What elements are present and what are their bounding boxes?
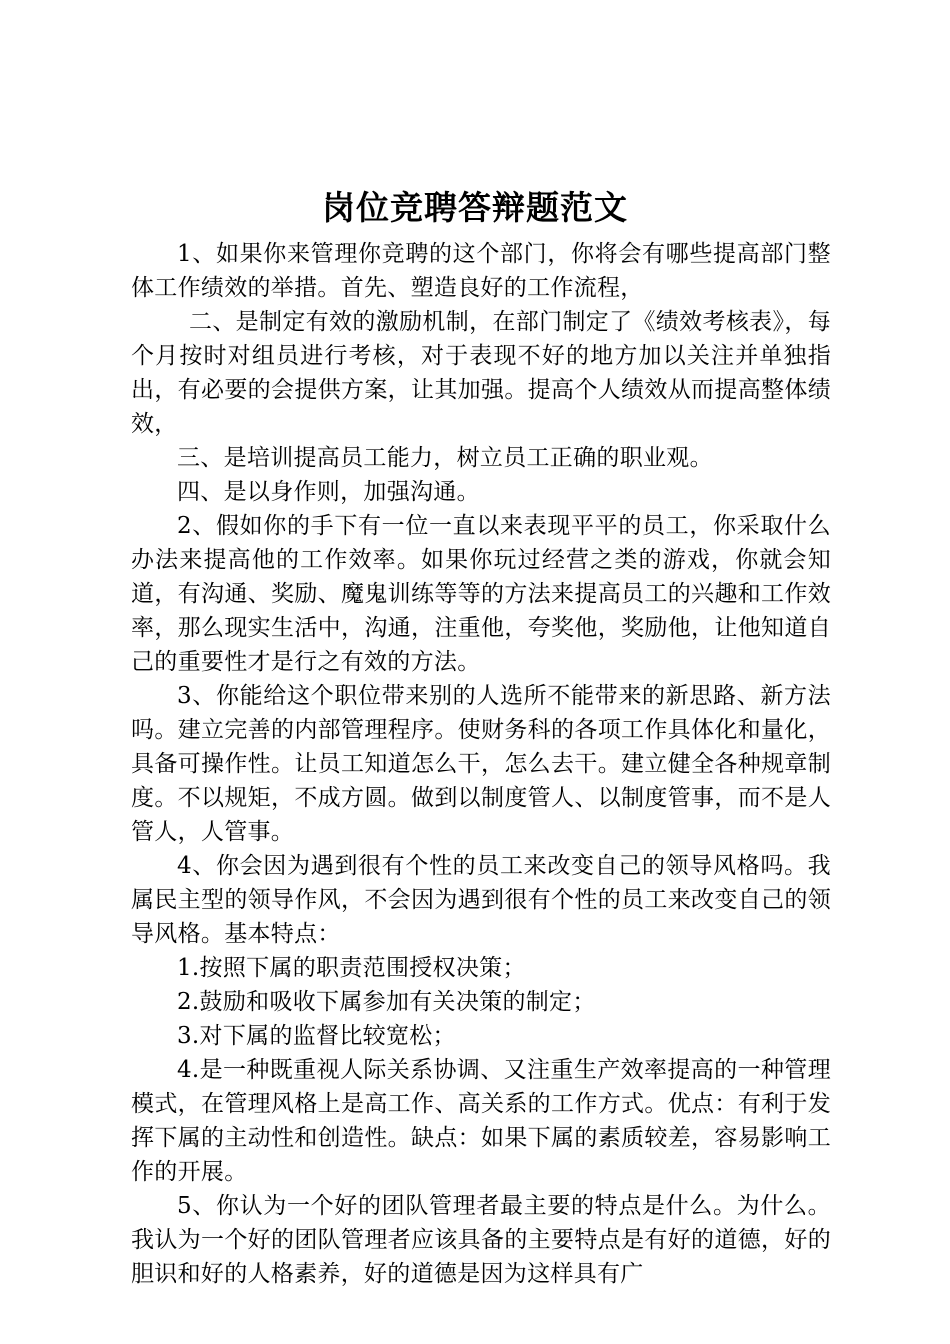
list-item-2: 2.鼓励和吸收下属参加有关决策的制定；: [177, 989, 596, 1015]
paragraph-2: 二、是制定有效的激励机制，在部门制定了《绩效考核表》，每个月按时对组员进行考核，对于表现不好的地方加以关注并单独指出，有必要的会提供方案，让其加强。提高个人绩效从而提高整体绩效，: [131, 309, 831, 437]
list-item-3: 3.对下属的监督比较宽松；: [177, 1023, 456, 1049]
document-title: 岗位竞聘答辩题范文: [322, 188, 628, 227]
document-body: [131, 237, 831, 1291]
paragraph-4: 四、是以身作则，加强沟通。: [177, 479, 480, 505]
paragraph-5: 2、假如你的手下有一位一直以来表现平平的员工，你采取什么办法来提高他的工作效率。如果你玩过经营之类的游戏，你就会知道，有沟通、奖励、魔鬼训练等等的方法来提高员工的兴趣和工作效率，那么现实生活中，沟通，注重他，夸奖他，奖励他，让他知道自己的重要性才是行之有效的方法。: [131, 513, 831, 675]
paragraph-8: 5、你认为一个好的团队管理者最主要的特点是什么。为什么。我认为一个好的团队管理者应该具备的主要特点是有好的道德，好的胆识和好的人格素养，好的道德是因为这样具有广: [131, 1193, 831, 1287]
list-item-1: 1.按照下属的职责范围授权决策；: [177, 955, 526, 981]
paragraph-6: 3、你能给这个职位带来别的人选所不能带来的新思路、新方法吗。建立完善的内部管理程序。使财务科的各项工作具体化和量化，具备可操作性。让员工知道怎么干，怎么去干。建立健全各种规章制度。不以规矩，不成方圆。做到以制度管人、以制度管事，而不是人管人，人管事。: [131, 683, 831, 845]
paragraph-1: 1、如果你来管理你竞聘的这个部门，你将会有哪些提高部门整体工作绩效的举措。首先、塑造良好的工作流程，: [131, 241, 831, 301]
paragraph-3: 三、是培训提高员工能力，树立员工正确的职业观。: [177, 445, 713, 471]
paragraph-7: 4、你会因为遇到很有个性的员工来改变自己的领导风格吗。我属民主型的领导作风，不会因为遇到很有个性的员工来改变自己的领导风格。基本特点：: [131, 853, 831, 947]
list-item-4: 4.是一种既重视人际关系协调、又注重生产效率提高的一种管理模式，在管理风格上是高工作、高关系的工作方式。优点：有利于发挥下属的主动性和创造性。缺点：如果下属的素质较差，容易影响工作的开展。: [131, 1057, 831, 1185]
